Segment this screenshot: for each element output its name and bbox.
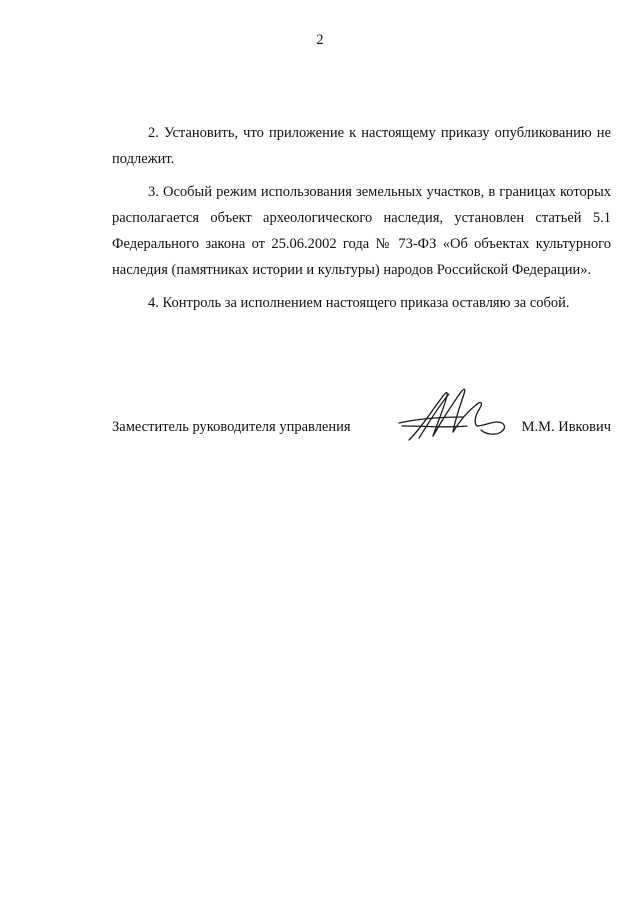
paragraph-3: 3. Особый режим использования земельных участков, в границах которых располагается объект археологического наследия, установлен статьей 5.1 Федерального закона от 25.06.2002 года № 73-ФЗ «Об объектах культурного наследия (памятниках истории и культуры) народов Российской Федерации». xyxy=(112,184,611,278)
paragraph-2: 2. Установить, что приложение к настоящему приказу опубликованию не подлежит. xyxy=(112,125,611,167)
signature-block xyxy=(112,380,611,460)
paragraph-4: 4. Контроль за исполнением настоящего приказа оставляю за собой. xyxy=(148,295,570,311)
handwritten-signature xyxy=(397,382,509,444)
signer-position: Заместитель руководителя управления xyxy=(112,419,351,435)
page-number: 2 xyxy=(316,32,324,48)
document-body xyxy=(112,120,611,323)
signer-name: М.М. Ивкович xyxy=(521,419,611,435)
